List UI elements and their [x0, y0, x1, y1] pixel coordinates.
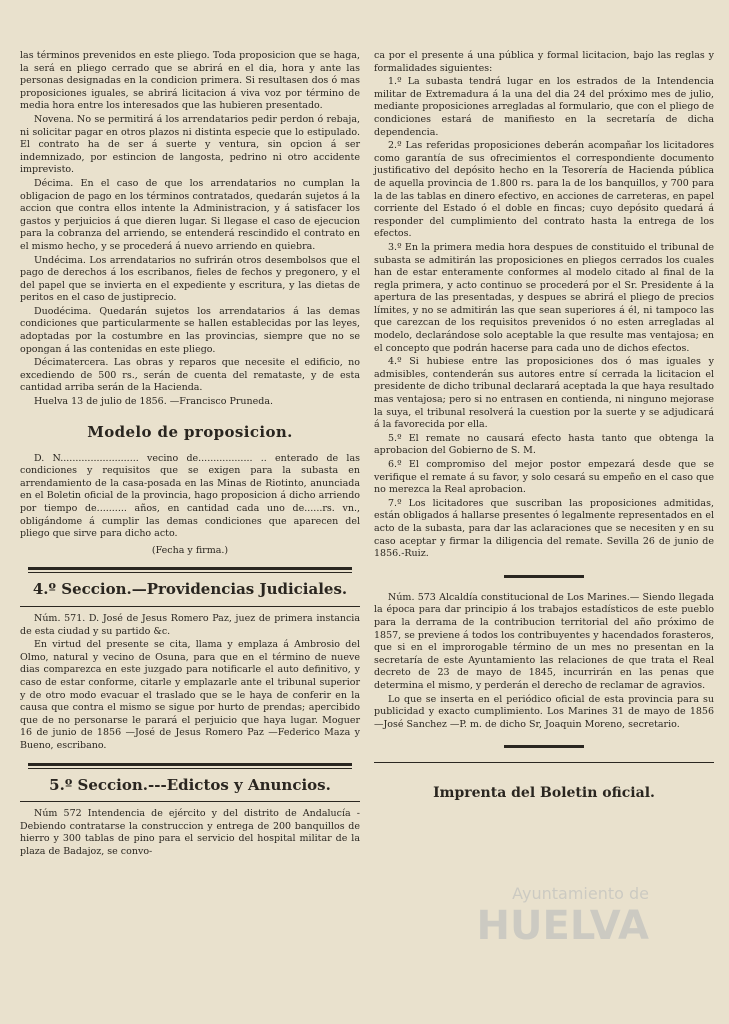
section-divider [28, 763, 352, 769]
divider [20, 606, 360, 607]
short-divider [504, 745, 584, 748]
modelo-text: D. N.......................... vecino de.................. .. enterado de las condiciones y requisitos que se exigen para la subasta en arrendamiento de la casa-posada en las Minas de Riotinto, anunciada en el Boletin oficial de la provincia, hago proposicion á dicho arriendo por tiempo de.......... años, en cantidad cada uno de......rs. vn., obligándome á cumplir las demas condiciones que aparecen del pliego que sirve para dicho acto. [20, 452, 360, 540]
paragraph: Lo que se inserta en el periódico oficial de esta provincia para su publicidad y exacto cumplimiento. Los Marines 31 de mayo de 1856 —José Sanchez —P. m. de dicho Sr, Joaquin Moreno, secretario. [374, 693, 714, 730]
paragraph: 1.º La subasta tendrá lugar en los estrados de la Intendencia militar de Extremadura á la una del dia 24 del próximo mes de julio, mediante proposiciones arregladas al formulario, que con el pliego de condiciones estará de manifiesto en la secretaría de dicha dependencia. [374, 76, 714, 138]
paragraph: ca por el presente á una pública y formal licitacion, bajo las reglas y formalidades siguientes: [374, 50, 714, 74]
watermark-line: HUELVA [476, 903, 649, 949]
signature-line: Huelva 13 de julio de 1856. —Francisco Pruneda. [34, 396, 274, 408]
paragraph: En virtud del presente se cita, llama y emplaza á Ambrosio del Olmo, natural y vecino de Osuna, para que en el término de nueve dias comparezca en este juzgado para notificarle el auto definitivo, y caso de estar conforme, citarle y emplazarle ante el tribunal superior y de otro modo evacuar el traslado que se le haya de conferir en la causa que contra el mismo se sigue por hurto de prendas; apercibido que de no personarse le parará el perjuicio que haya lugar. Moguer 16 de junio de 1856 —José de Jesus Romero Paz —Federico Maza y Bueno, escribano. [20, 639, 360, 751]
right-column [374, 50, 714, 1024]
paragraph: 4.º Si hubiese entre las proposiciones dos ó mas iguales y admisibles, contenderán sus autores entre sí cerrada la licitacion el presidente de dicho tribunal declarará aceptada la que haya resultado mas ventajosa; pero si no entrasen en contienda, ni ninguno mejorase la suya, el tribunal resolverá la cuestion por la suerte y se adjudicará á la favorecida por ella. [374, 356, 714, 431]
paragraph: las términos prevenidos en este pliego. Toda proposicion que se haga, la será en pliego cerrado que se abrirá en el dia, hora y ante las personas designadas en la condicion primera. Si resultasen dos ó mas proposiciones iguales, se abrirá licitacion á viva voz por término de media hora entre los interesados que las hubieren presentado. [20, 50, 360, 112]
paragraph: 2.º Las referidas proposiciones deberán acompañar los licitadores como garantía de sus ofrecimientos el correspondiente documento justificativo del depósito hecho en la Tesorería de Hacienda pública de aquella provincia de 1.800 rs. para la de los banquillos, y 700 para la de las tablas en dinero efectivo, en acciones de carreteras, en papel corriente del Estado ó el doble en fincas; cuyo depósito quedará á responder del cumplimiento del contrato hasta la entrega de los efectos. [374, 140, 714, 240]
watermark-logo [349, 884, 649, 954]
paragraph: 3.º En la primera media hora despues de constituido el tribunal de subasta se admitirán las proposiciones en pliegos cerrados los cuales han de estar enteramente conformes al modelo citado al final de la regla primera, y acto continuo se procederá por el Sr. Presidente á la apertura de las presentadas, y despues se abrirá el pliego de precios límites, y no se admitirán las que sean superiores á él, ni tampoco las que carezcan de los requisitos prevenidos ó no esten arregladas al modelo, declarándose solo aceptable la que resulte mas ventajosa; en el concepto que podrán hacerse para cada uno de dichos efectos. [374, 241, 714, 354]
short-divider [504, 575, 584, 578]
modelo-title: Modelo de proposicion. [87, 422, 293, 441]
paragraph: Duodécima. Quedarán sujetos los arrendatarios á las demas condiciones que particularmente se hallen establecidas por las leyes, adoptadas por la costumbre en las provincias, siempre que no se opongan á las contenidas en este pliego. [20, 305, 360, 355]
paragraph: Décimatercera. Las obras y reparos que necesite el edificio, no excediendo de 500 rs., serán de cuenta del remataste, y de esta cantidad arriba serán de la Hacienda. [20, 357, 360, 394]
modelo-sign: (Fecha y firma.) [151, 544, 229, 556]
section-5-title: 5.º Seccion.---Edictos y Anuncios. [49, 775, 331, 794]
divider [20, 801, 360, 802]
left-column [20, 50, 360, 1024]
imprenta-title: Imprenta del Boletin oficial. [433, 785, 655, 802]
watermark-line: Ayuntamiento de [512, 884, 649, 903]
paragraph: 7.º Los licitadores que suscriban las proposiciones admitidas, están obligados á hallarse presentes ó legalmente representados en el acto de la subasta, para dar las aclaraciones que se necesiten y en su caso aceptar y firmar la diligencia del remate. Sevilla 26 de junio de 1856.-Ruiz. [374, 497, 714, 560]
paragraph: 6.º El compromiso del mejor postor empezará desde que se verifique el remate á su favor, y solo cesará su empeño en el caso que no merezca la Real aprobacion. [374, 459, 714, 496]
paragraph: Décima. En el caso de que los arrendatarios no cumplan la obligacion de pago en los términos contratados, quedarán sujetos á la accion que contra ellos intente la Administracion, y á satisfacer los gastos y perjuicios á que dieren lugar. Si llegase el caso de ejecucion para la cobranza del arriendo, se entenderá rescindido el contrato en el mismo hecho, y se procederá á nuevo arriendo en quiebra. [20, 177, 360, 252]
paragraph: Núm. 571. D. José de Jesus Romero Paz, juez de primera instancia de esta ciudad y su partido &c. [20, 612, 360, 637]
section-4-title: 4.º Seccion.—Providencias Judiciales. [32, 580, 348, 599]
divider [374, 762, 714, 763]
paragraph: 5.º El remate no causará efecto hasta tanto que obtenga la aprobacion del Gobierno de S. M. [374, 432, 714, 457]
paragraph: Núm 572 Intendencia de ejército y del distrito de Andalucía - Debiendo contratarse la construccion y entrega de 200 banquillos de hierro y 300 tablas de pino para el servicio del hospital militar de la plaza de Badajoz, se convo- [20, 808, 360, 857]
section-divider [28, 567, 352, 573]
paragraph: Núm. 573 Alcaldía constitucional de Los Marines.— Siendo llegada la época para dar principio á los trabajos estadísticos de este pueblo para la derrama de la contribucion territorial del año próximo de 1857, se previene á todos los contribuyentes y hacendados forasteros, que si en el improrogable término de un mes no presentan en la secretaría de este Ayuntamiento las relaciones de que trata el Real decreto de 23 de mayo de 1845, incurrirán en las penas que determina el mismo, y perderán el derecho de reclamar de agravios. [374, 591, 714, 691]
paragraph: Undécima. Los arrendatarios no sufrirán otros desembolsos que el pago de derechos á los escribanos, fieles de fechos y pregonero, y el del papel que se invierta en el expediente y escritura, y las dietas de peritos en el caso de justiprecio. [20, 254, 360, 304]
paragraph: Novena. No se permitirá á los arrendatarios pedir perdon ó rebaja, ni solicitar pagar en otros plazos ni distinta especie que lo estipulado. El contrato ha de ser á suerte y ventura, sin opcion á ser indemnizado, por estincion de langosta, pedrino ni otro accidente imprevisto. [20, 113, 360, 176]
